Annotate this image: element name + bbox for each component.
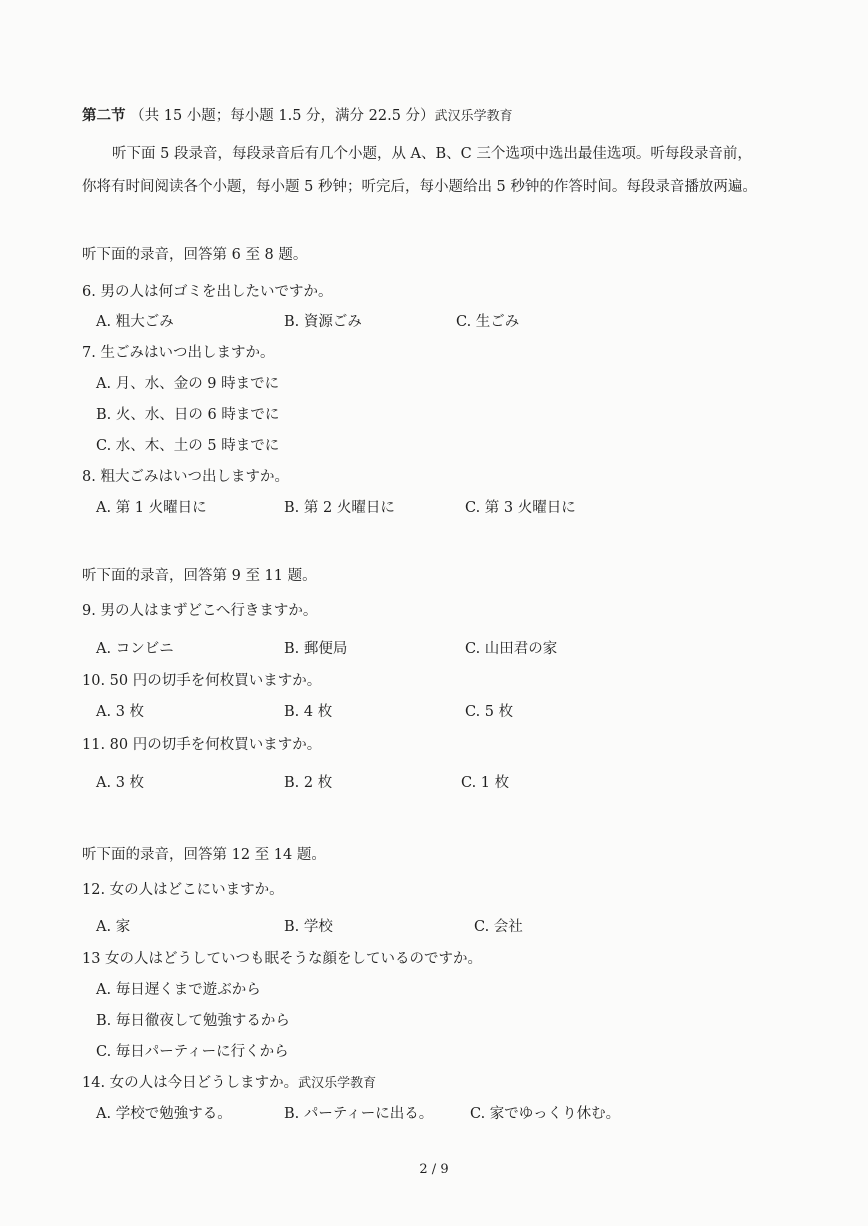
section-title: 第二节	[82, 107, 126, 124]
group-header: 听下面的录音，回答第 9 至 11 题。	[82, 568, 317, 584]
group-header: 听下面的录音，回答第 6 至 8 题。	[82, 247, 308, 263]
question-13: 13 女の人はどうしていつも眠そうな顔をしているのですか。	[82, 951, 483, 967]
section-info: （共 15 小题；每小题 1.5 分，满分 22.5 分）	[130, 108, 435, 124]
option-c: C. 山田君の家	[465, 641, 558, 657]
instruction-line-1: 听下面 5 段录音，每段录音后有几个小题，从 A、B、C 三个选项中选出最佳选项。听每段录音前，	[112, 146, 752, 162]
watermark-text: 武汉乐学教育	[298, 1076, 377, 1091]
option-c: C. 家でゆっくり休む。	[470, 1106, 621, 1122]
option-c: C. 生ごみ	[456, 314, 520, 330]
option-b: B. 毎日徹夜して勉強するから	[96, 1013, 290, 1029]
option-a: A. 3 枚	[96, 775, 145, 791]
option-a: A. 家	[96, 919, 131, 935]
question-11: 11. 80 円の切手を何枚買いますか。	[82, 737, 322, 753]
option-c: C. 1 枚	[461, 775, 510, 791]
option-a: A. 毎日遅くまで遊ぶから	[96, 982, 261, 998]
option-c: C. 5 枚	[465, 704, 514, 720]
option-b: B. 2 枚	[284, 775, 333, 791]
option-c: C. 会社	[474, 919, 523, 935]
watermark-text: 武汉乐学教育	[434, 109, 513, 124]
option-b: B. 4 枚	[284, 704, 333, 720]
question-10: 10. 50 円の切手を何枚買いますか。	[82, 673, 322, 689]
option-a: A. 3 枚	[96, 704, 145, 720]
question-9: 9. 男の人はまずどこへ行きますか。	[82, 603, 318, 619]
page-number: 2 / 9	[419, 1162, 449, 1177]
question-8: 8. 粗大ごみはいつ出しますか。	[82, 469, 289, 485]
option-b: B. 資源ごみ	[284, 314, 362, 330]
question-14	[82, 1073, 376, 1094]
question-7: 7. 生ごみはいつ出しますか。	[82, 345, 275, 361]
option-b: B. 第 2 火曜日に	[284, 500, 395, 516]
section-heading	[82, 106, 513, 127]
option-c: C. 毎日パーティーに行くから	[96, 1044, 289, 1060]
option-a: A. 月、水、金の 9 時までに	[96, 376, 280, 392]
question-14-text: 14. 女の人は今日どうしますか。	[82, 1075, 299, 1091]
option-b: B. 郵便局	[284, 641, 348, 657]
option-b: B. パーティーに出る。	[284, 1106, 434, 1122]
question-12: 12. 女の人はどこにいますか。	[82, 882, 284, 898]
group-header: 听下面的录音，回答第 12 至 14 题。	[82, 847, 326, 863]
option-b: B. 火、水、日の 6 時までに	[96, 407, 280, 423]
option-c: C. 第 3 火曜日に	[465, 500, 576, 516]
option-c: C. 水、木、土の 5 時までに	[96, 438, 280, 454]
question-6: 6. 男の人は何ゴミを出したいですか。	[82, 284, 333, 300]
option-a: A. 第 1 火曜日に	[96, 500, 207, 516]
option-a: A. 粗大ごみ	[96, 314, 174, 330]
option-a: A. 学校で勉強する。	[96, 1106, 232, 1122]
instruction-line-2: 你将有时间阅读各个小题，每小题 5 秒钟；听完后，每小题给出 5 秒钟的作答时间。每段录音播放两遍。	[82, 179, 757, 195]
option-b: B. 学校	[284, 919, 333, 935]
option-a: A. コンビニ	[96, 641, 174, 657]
